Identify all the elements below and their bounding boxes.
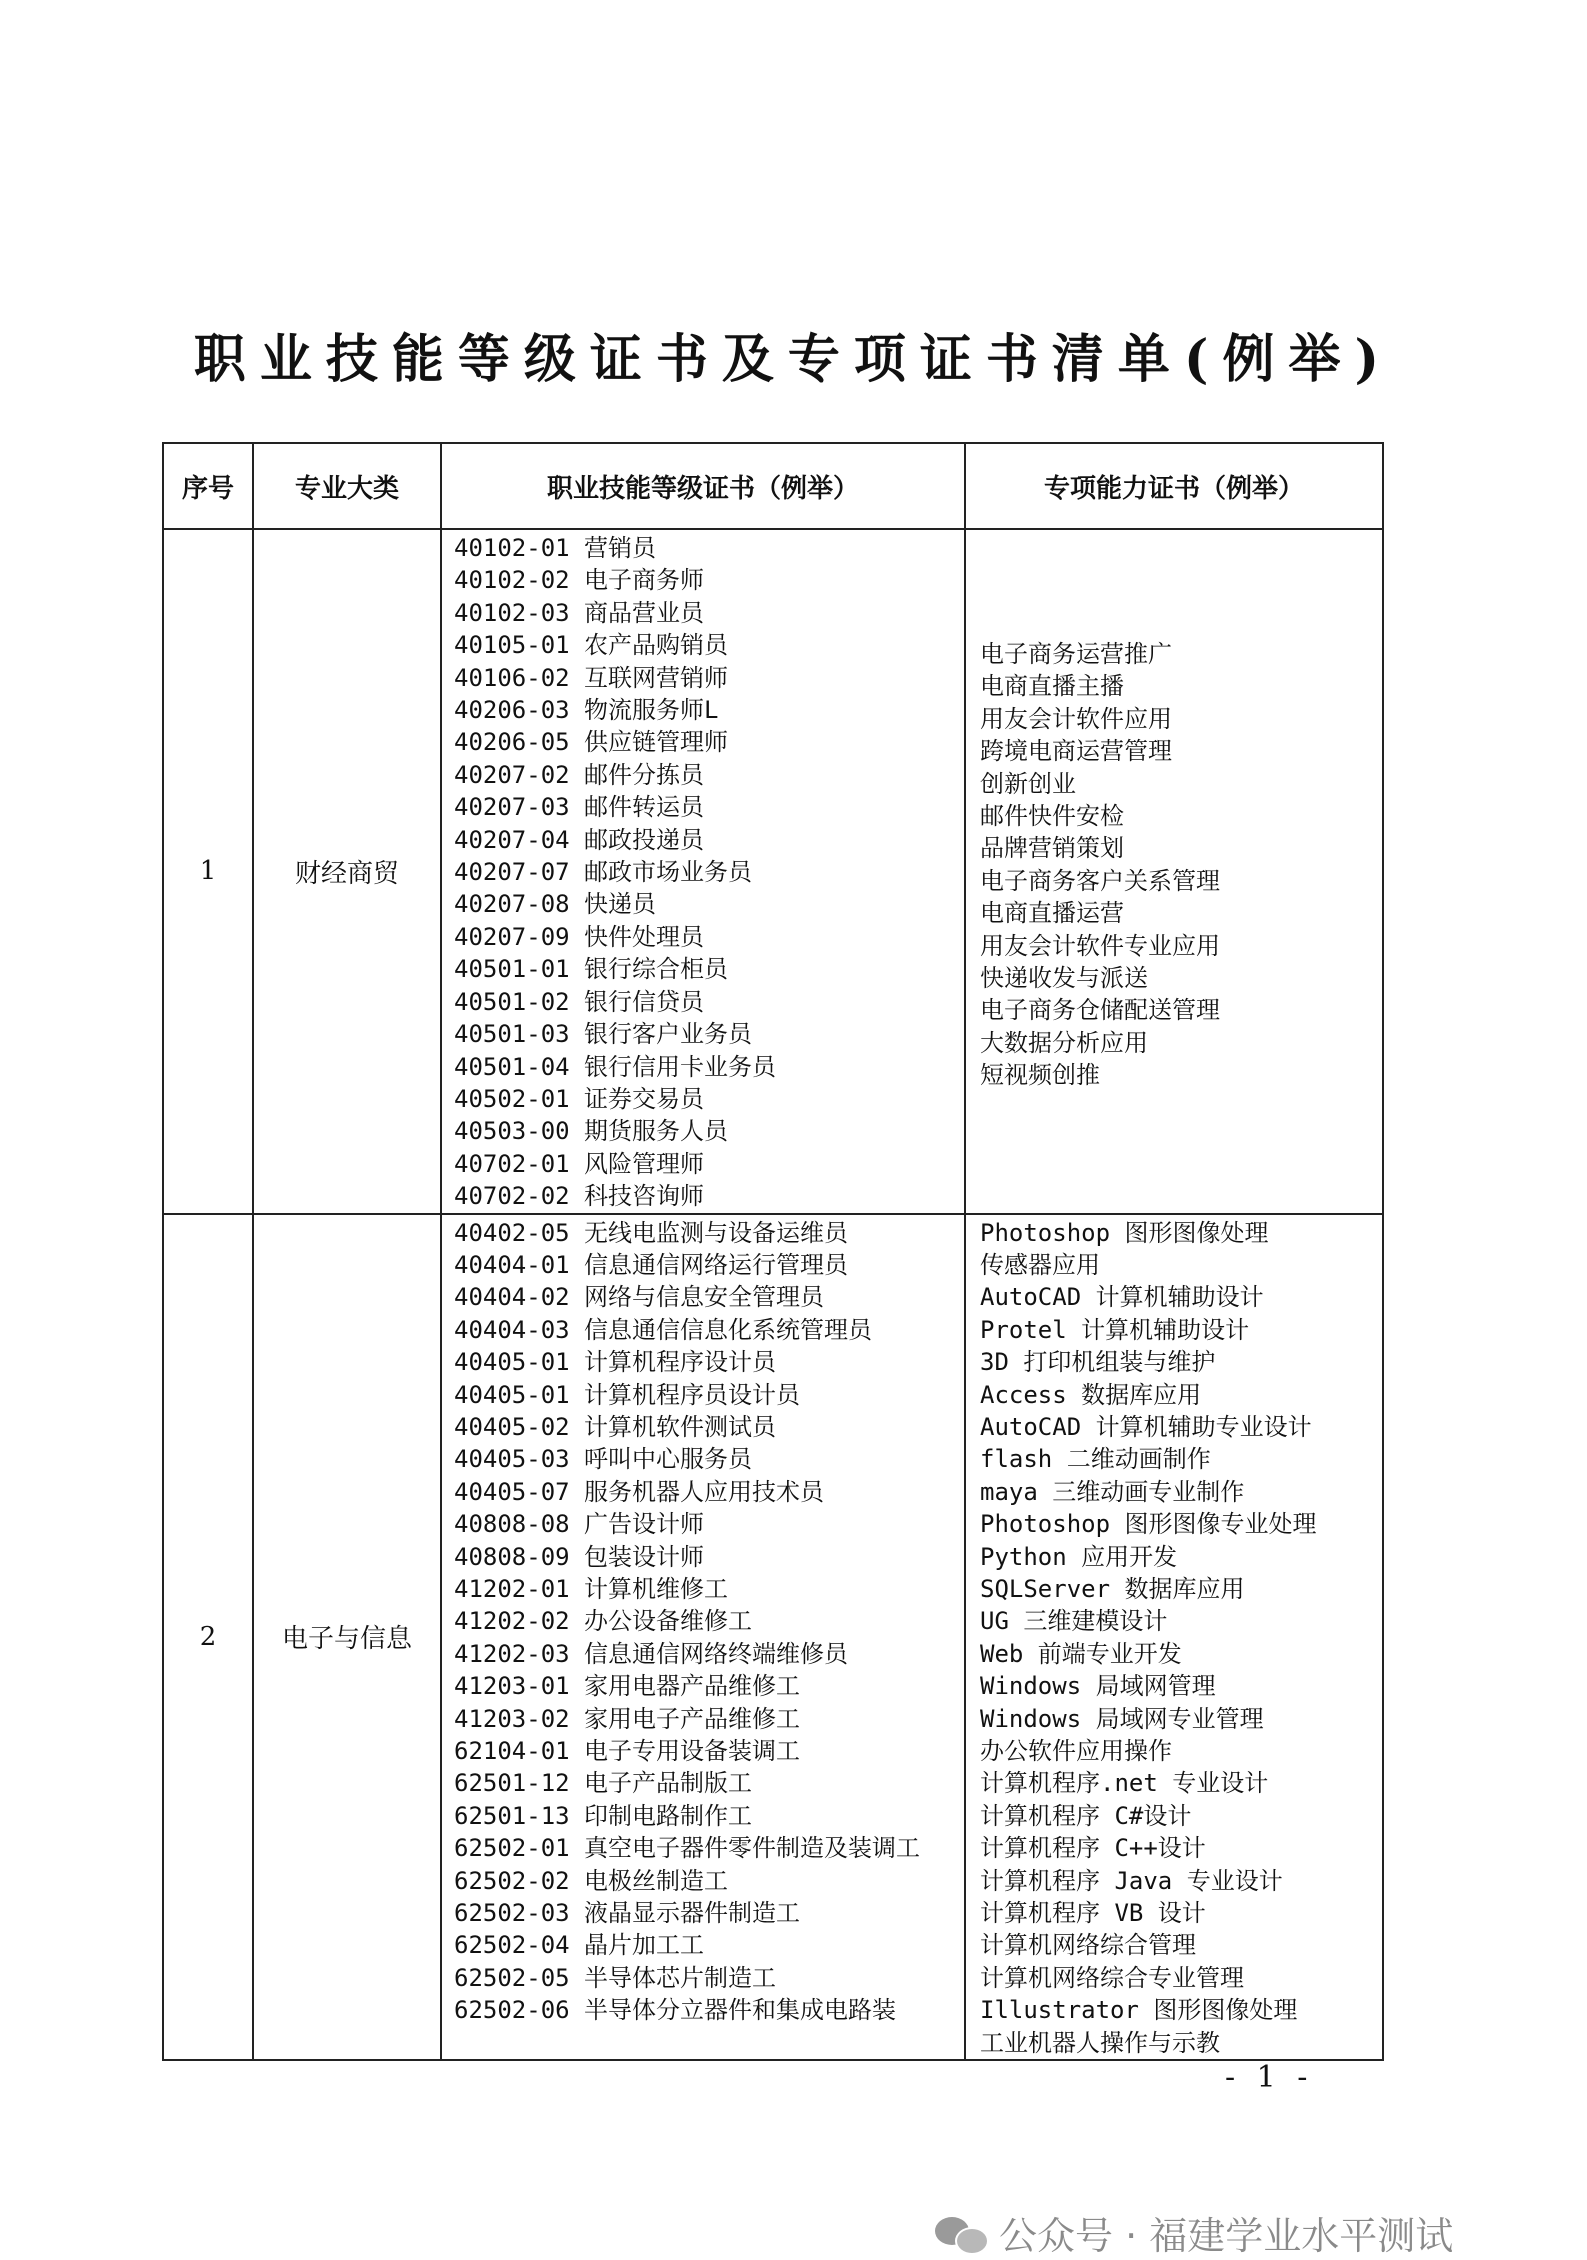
list-item: 40207-09 快件处理员 (454, 922, 705, 951)
list-item: Python 应用开发 (980, 1542, 1178, 1571)
list-item: 40501-04 银行信用卡业务员 (454, 1052, 777, 1081)
list-item: 电商直播主播 (980, 672, 1124, 701)
wechat-icon (935, 2213, 987, 2253)
list-item: 41202-03 信息通信网络终端维修员 (454, 1639, 849, 1668)
list-item: 40405-03 呼叫中心服务员 (454, 1445, 753, 1474)
list-item: 用友会计软件专业应用 (980, 931, 1220, 960)
list-item: 62502-05 半导体芯片制造工 (454, 1963, 777, 1992)
list-item: 40105-01 农产品购销员 (454, 631, 729, 660)
cert-list (454, 1217, 964, 2027)
page-number: - 1 - (1225, 2060, 1314, 2095)
table-row (163, 529, 1383, 1214)
list-item: Protel 计算机辅助设计 (980, 1315, 1250, 1344)
list-item: 62501-12 电子产品制版工 (454, 1769, 753, 1798)
list-item: 传感器应用 (980, 1250, 1100, 1279)
list-item: 40702-02 科技咨询师 (454, 1182, 705, 1211)
list-item: 40405-07 服务机器人应用技术员 (454, 1477, 825, 1506)
list-item: 计算机程序 VB 设计 (980, 1899, 1206, 1928)
list-item: maya 三维动画专业制作 (980, 1477, 1245, 1506)
list-item: 计算机网络综合管理 (980, 1931, 1196, 1960)
list-item: UG 三维建模设计 (980, 1607, 1168, 1636)
watermark-text: 公众号 · 福建学业水平测试 (999, 2214, 1454, 2258)
list-item: 工业机器人操作与示教 (980, 2028, 1220, 2057)
row-num: 1 (163, 529, 253, 1214)
list-item: Photoshop 图形图像专业处理 (980, 1510, 1317, 1539)
list-item: 跨境电商运营管理 (980, 737, 1172, 766)
list-item: 40502-01 证券交易员 (454, 1084, 705, 1113)
list-item: 62502-02 电极丝制造工 (454, 1866, 729, 1895)
list-item: 电子商务客户关系管理 (980, 866, 1220, 895)
list-item: 40501-02 银行信贷员 (454, 987, 705, 1016)
list-item: 快递收发与派送 (980, 964, 1148, 993)
header-cert: 职业技能等级证书（例举） (441, 443, 965, 529)
page-title: 职业技能等级证书及专项证书清单(例举) (193, 329, 1394, 390)
list-item: 40206-05 供应链管理师 (454, 728, 729, 757)
list-item: 40102-02 电子商务师 (454, 566, 705, 595)
list-item: 40501-03 银行客户业务员 (454, 1020, 753, 1049)
list-item: 40404-02 网络与信息安全管理员 (454, 1283, 825, 1312)
list-item: AutoCAD 计算机辅助设计 (980, 1283, 1264, 1312)
list-item: 62502-06 半导体分立器件和集成电路装 (454, 1996, 897, 2025)
list-item: 40808-08 广告设计师 (454, 1510, 705, 1539)
header-special: 专项能力证书（例举） (965, 443, 1383, 529)
list-item: 电子商务仓储配送管理 (980, 996, 1220, 1025)
list-item: 40702-01 风险管理师 (454, 1149, 705, 1178)
list-item: 40102-01 营销员 (454, 534, 657, 562)
list-item: 40503-00 期货服务人员 (454, 1117, 729, 1146)
cert-list-cell (441, 529, 965, 1214)
row-num: 2 (163, 1214, 253, 2061)
list-item: 3D 打印机组装与维护 (980, 1348, 1216, 1377)
special-list (980, 638, 1382, 1092)
list-item: 41202-01 计算机维修工 (454, 1575, 729, 1603)
list-item: 电商直播运营 (980, 899, 1124, 928)
watermark (935, 2205, 1453, 2260)
list-item: 短视频创推 (980, 1061, 1100, 1090)
list-item: 40207-03 邮件转运员 (454, 793, 705, 822)
list-item: 62502-01 真空电子器件零件制造及装调工 (454, 1834, 921, 1863)
list-item: 40206-03 物流服务师L (454, 696, 719, 725)
list-item: 41203-02 家用电子产品维修工 (454, 1704, 801, 1733)
list-item: 40404-03 信息通信信息化系统管理员 (454, 1315, 873, 1344)
cert-list (454, 532, 964, 1213)
list-item: flash 二维动画制作 (980, 1445, 1211, 1474)
list-item: 62104-01 电子专用设备装调工 (454, 1737, 801, 1766)
list-item: 用友会计软件应用 (980, 704, 1172, 733)
list-item: 41203-01 家用电器产品维修工 (454, 1672, 801, 1701)
list-item: 计算机程序 C#设计 (980, 1801, 1192, 1830)
table-row (163, 1214, 1383, 2061)
list-item: 62502-04 晶片加工工 (454, 1931, 705, 1960)
list-item: Web 前端专业开发 (980, 1639, 1182, 1668)
list-item: 40207-02 邮件分拣员 (454, 760, 705, 789)
list-item: 计算机程序 Java 专业设计 (980, 1866, 1283, 1895)
list-item: 计算机程序 C++设计 (980, 1834, 1206, 1863)
list-item: 40405-01 计算机程序员设计员 (454, 1380, 801, 1409)
row-category: 财经商贸 (253, 529, 441, 1214)
row-category: 电子与信息 (253, 1214, 441, 2061)
list-item: 计算机网络综合专业管理 (980, 1963, 1244, 1992)
list-item: 大数据分析应用 (980, 1028, 1148, 1057)
list-item: Illustrator 图形图像处理 (980, 1996, 1298, 2025)
list-item: 40207-04 邮政投递员 (454, 825, 705, 854)
list-item: Photoshop 图形图像处理 (980, 1218, 1269, 1247)
cert-list-cell (441, 1214, 965, 2061)
header-num: 序号 (163, 443, 253, 529)
certificate-table (162, 442, 1384, 2061)
header-category: 专业大类 (253, 443, 441, 529)
list-item: Windows 局域网管理 (980, 1672, 1216, 1701)
list-item: AutoCAD 计算机辅助专业设计 (980, 1412, 1312, 1441)
list-item: SQLServer 数据库应用 (980, 1575, 1245, 1603)
list-item: 40808-09 包装设计师 (454, 1542, 705, 1571)
list-item: 邮件快件安检 (980, 802, 1124, 831)
list-item: 40402-05 无线电监测与设备运维员 (454, 1218, 849, 1247)
list-item: 40102-03 商品营业员 (454, 598, 705, 627)
list-item: 计算机程序.net 专业设计 (980, 1769, 1269, 1798)
list-item: 电子商务运营推广 (980, 640, 1172, 668)
list-item: 品牌营销策划 (980, 834, 1124, 863)
list-item: 40207-08 快递员 (454, 890, 657, 919)
list-item: 41202-02 办公设备维修工 (454, 1607, 753, 1636)
list-item: 40405-01 计算机程序设计员 (454, 1348, 777, 1377)
list-item: 40501-01 银行综合柜员 (454, 955, 729, 984)
list-item: 创新创业 (980, 769, 1076, 798)
list-item: 62502-03 液晶显示器件制造工 (454, 1899, 801, 1928)
list-item: 办公软件应用操作 (980, 1737, 1172, 1766)
special-list-cell (965, 1214, 1383, 2061)
special-list-cell (965, 529, 1383, 1214)
special-list (980, 1217, 1382, 2060)
list-item: Windows 局域网专业管理 (980, 1704, 1264, 1733)
list-item: 40207-07 邮政市场业务员 (454, 858, 753, 887)
list-item: Access 数据库应用 (980, 1380, 1202, 1409)
list-item: 40106-02 互联网营销师 (454, 663, 729, 692)
list-item: 40404-01 信息通信网络运行管理员 (454, 1250, 849, 1279)
list-item: 62501-13 印制电路制作工 (454, 1801, 753, 1830)
list-item: 40405-02 计算机软件测试员 (454, 1412, 777, 1441)
table-header-row (163, 443, 1383, 529)
